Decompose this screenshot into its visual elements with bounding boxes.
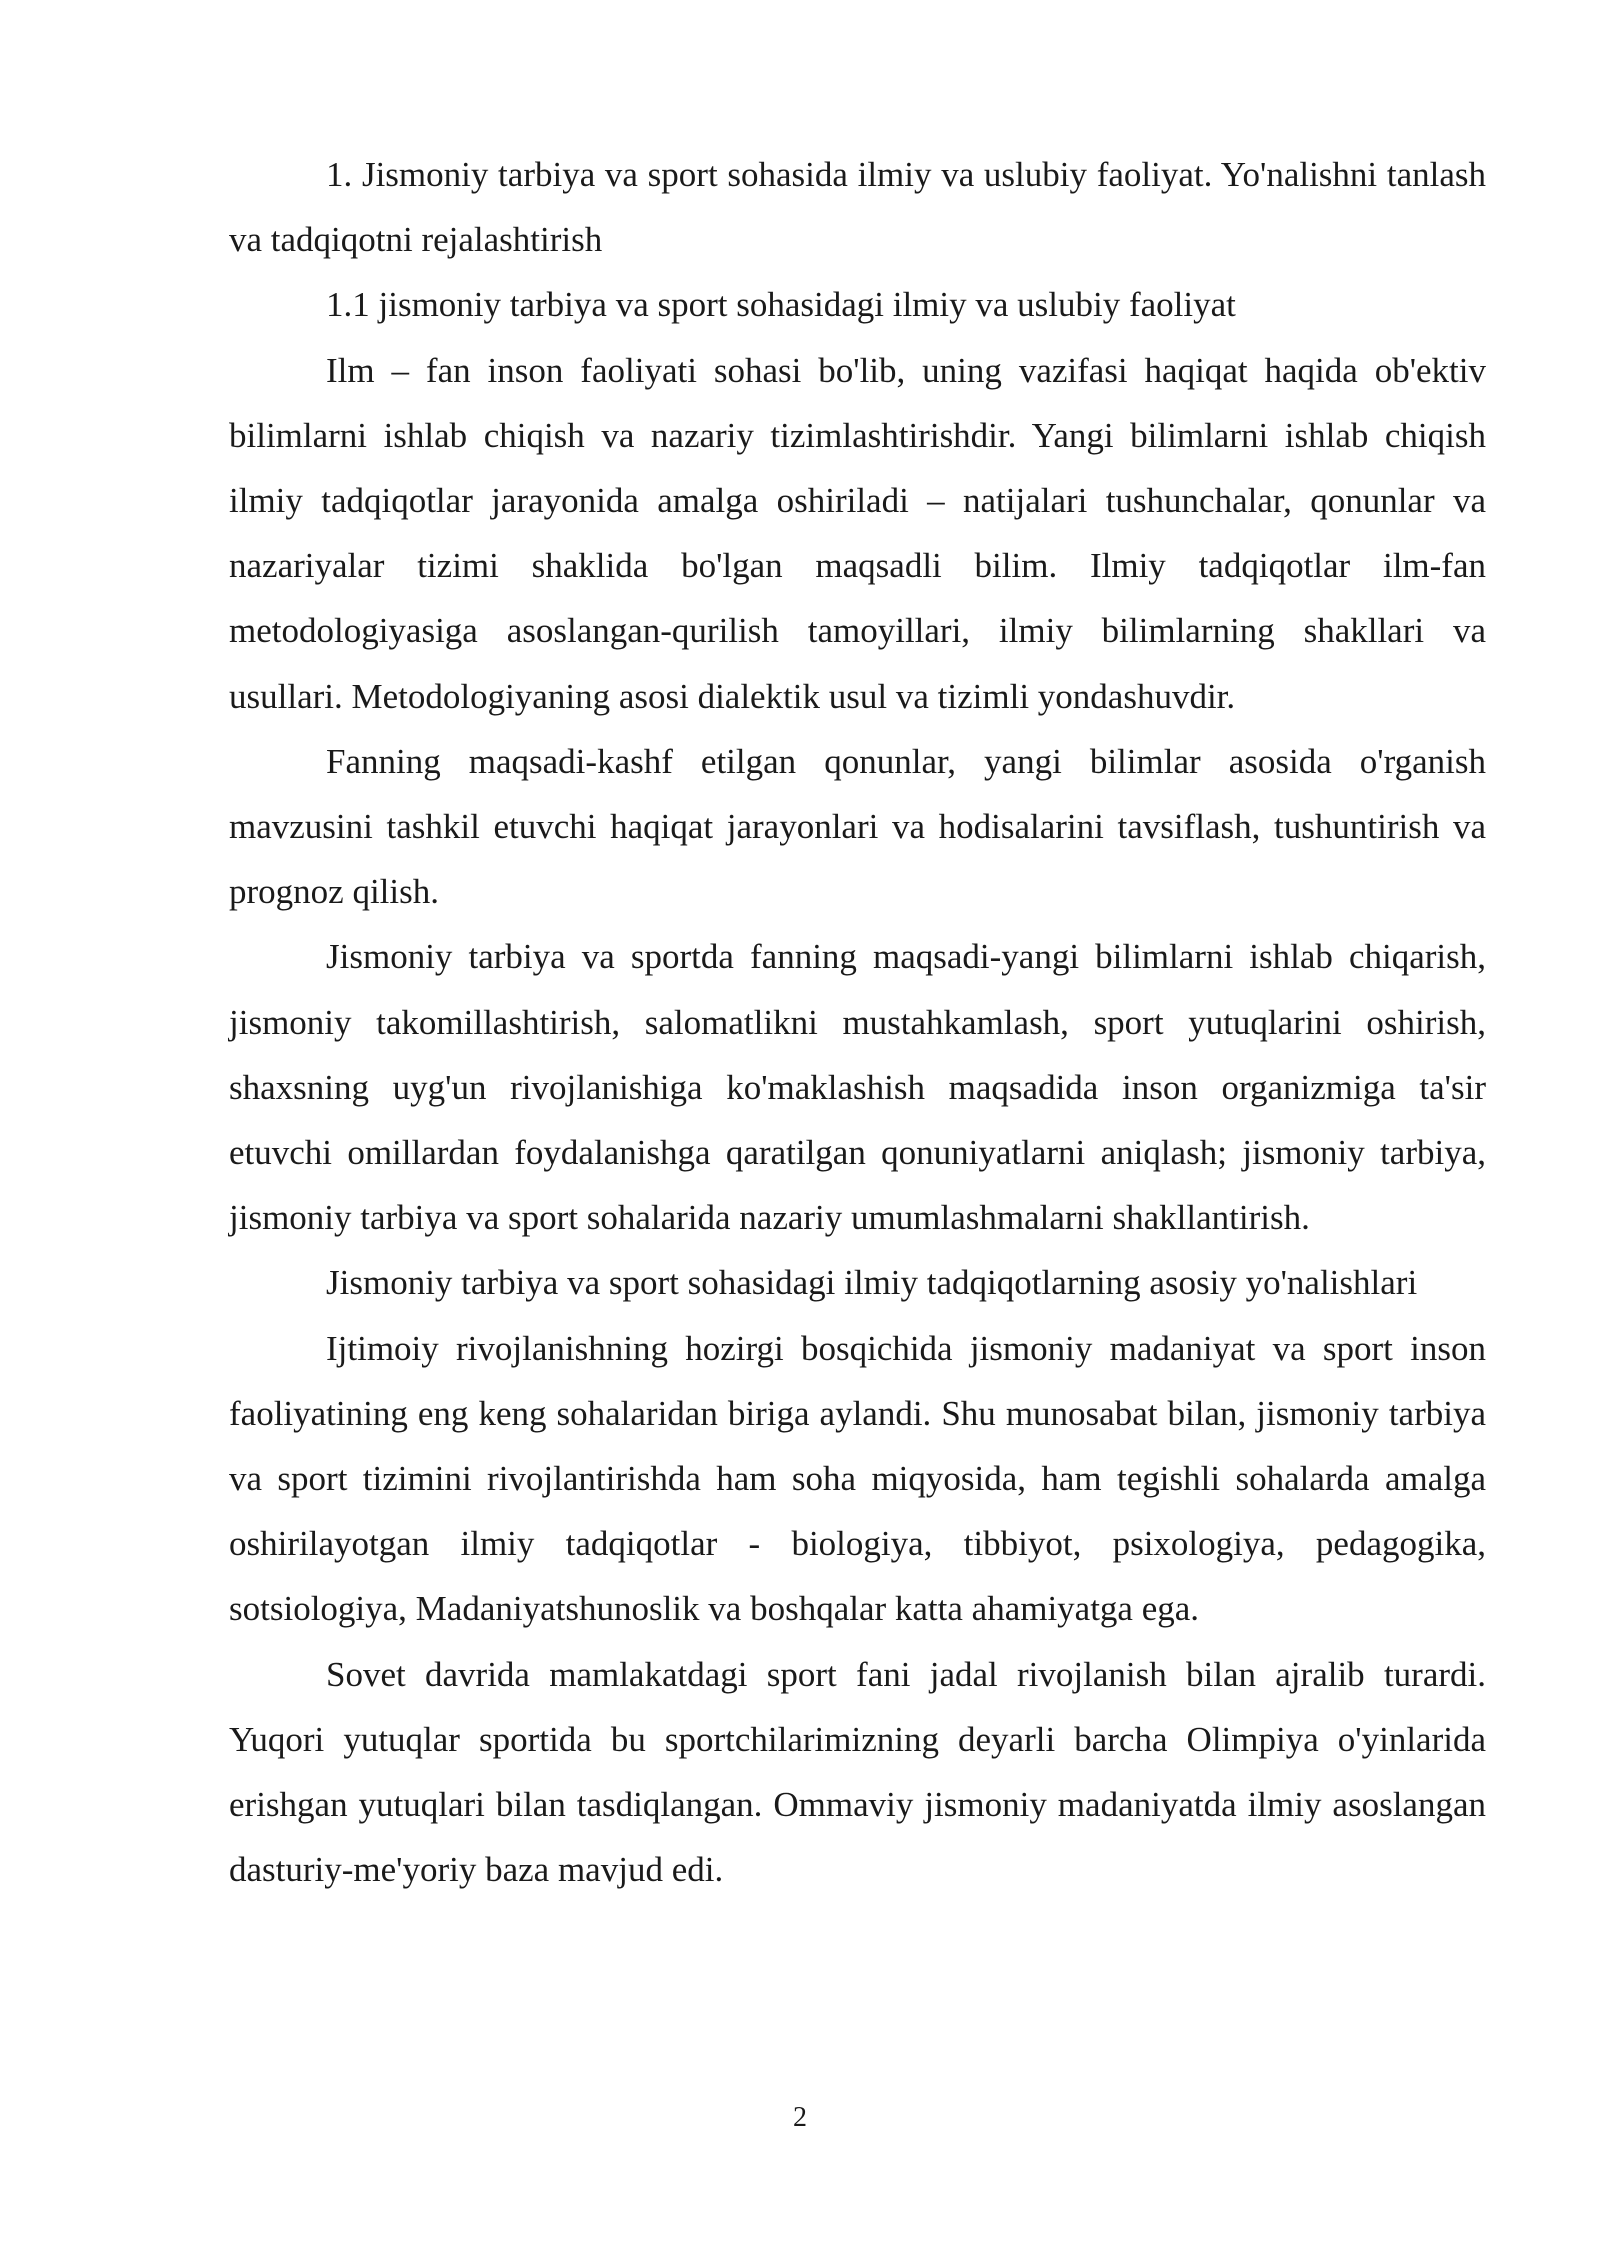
paragraph-research-directions: Jismoniy tarbiya va sport sohasidagi ilmiy tadqiqotlarning asosiy yo'nalishlari <box>326 1263 1418 1303</box>
page-number: 2 <box>793 2102 807 2133</box>
paragraph-sport-science-goal: Jismoniy tarbiya va sportda fanning maqsadi-yangi bilimlarni ishlab chiqarish, jismoniy takomillashtirish, salomatlikni mustahkamlash, sport yutuqlarini oshirish, shaxsning uyg'un rivojlanishiga ko'maklashish maqsadida inson organizmiga ta'sir etuvchi omillardan foydalanishga qaratilgan qonuniyatlarni aniqlash; jismoniy tarbiya, jismoniy tarbiya va sport sohalarida nazariy umumlashmalarni shakllantirish. <box>229 937 1486 1238</box>
paragraph-science-definition: Ilm – fan inson faoliyati sohasi bo'lib, uning vazifasi haqiqat haqida ob'ektiv bilimlarni ishlab chiqish va nazariy tizimlashtirishdir. Yangi bilimlarni ishlab chiqish ilmiy tadqiqotlar jarayonida amalga oshiriladi – natijalari tushunchalar, qonunlar va nazariyalar tizimi shaklida bo'lgan maqsadli bilim. Ilmiy tadqiqotlar ilm-fan metodologiyasiga asoslangan-qurilish tamoyillari, ilmiy bilimlarning shakllari va usullari. Metodologiyaning asosi dialektik usul va tizimli yondashuvdir. <box>229 350 1486 716</box>
paragraph-social-development: Ijtimoiy rivojlanishning hozirgi bosqichida jismoniy madaniyat va sport inson faoliyatining eng keng sohalaridan biriga aylandi. Shu munosabat bilan, jismoniy tarbiya va sport tizimini rivojlantirishda ham soha miqyosida, ham tegishli sohalarda amalga oshirilayotgan ilmiy tadqiqotlar - biologiya, tibbiyot, psixologiya, pedagogika, sotsiologiya, Madaniyatshunoslik va boshqalar katta ahamiyatga ega. <box>229 1328 1486 1629</box>
document-body <box>229 142 1486 1902</box>
paragraph-soviet-era: Sovet davrida mamlakatdagi sport fani jadal rivojlanish bilan ajralib turardi. Yuqori yutuqlar sportida bu sportchilarimizning deyarli barcha Olimpiya o'yinlarida erishgan yutuqlari bilan tasdiqlangan. Ommaviy jismoniy madaniyatda ilmiy asoslangan dasturiy-me'yoriy baza mavjud edi. <box>229 1654 1486 1890</box>
subsection-heading: 1.1 jismoniy tarbiya va sport sohasidagi ilmiy va uslubiy faoliyat <box>326 285 1236 325</box>
section-heading: 1. Jismoniy tarbiya va sport sohasida ilmiy va uslubiy faoliyat. Yo'nalishni tanlash va tadqiqotni rejalashtirish <box>229 155 1486 260</box>
paragraph-science-goal: Fanning maqsadi-kashf etilgan qonunlar, yangi bilimlar asosida o'rganish mavzusini tashkil etuvchi haqiqat jarayonlari va hodisalarini tavsiflash, tushuntirish va prognoz qilish. <box>229 741 1486 912</box>
